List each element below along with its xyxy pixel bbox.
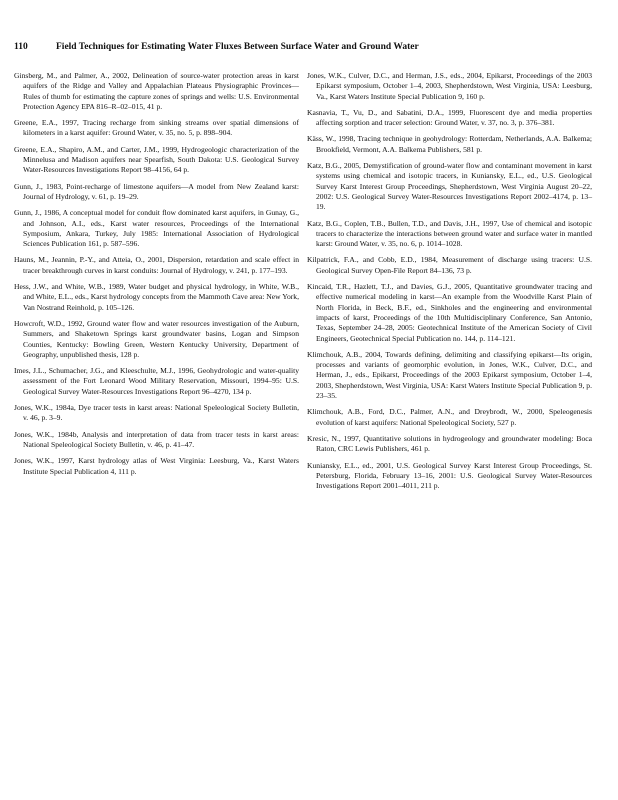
page-number: 110	[14, 42, 28, 52]
reference-entry: Katz, B.G., Coplen, T.B., Bullen, T.D., and Davis, J.H., 1997, Use of chemical and isotopic tracers to characterize the interactions between ground water and surface water in mantled karst: Ground Water, v. 35, no. 6, p. 1014–1028.	[307, 218, 592, 249]
reference-entry: Gunn, J., 1983, Point-recharge of limestone aquifers—A model from New Zealand karst: Journal of Hydrology, v. 61, p. 19–29.	[14, 181, 299, 201]
reference-entry: Gunn, J., 1986, A conceptual model for conduit flow dominated karst aquifers, in Gunay, G., and Johnson, A.I., eds., Karst water resources, Proceedings of the International Symposium, Ankara, Turkey, July 1985: International Association of Hydrological Sciences Publication 161, p. 587–596.	[14, 208, 299, 249]
reference-entry: Klimchouk, A.B., Ford, D.C., Palmer, A.N., and Dreybrodt, W., 2000, Speleogenesis evolution of karst aquifers: National Speleological Society, 527 p.	[307, 407, 592, 427]
reference-entry: Imes, J.L., Schumacher, J.G., and Kleeschulte, M.J., 1996, Geohydrologic and water-quality assessment of the Fort Leonard Wood Military Reservation, Missouri, 1994–95: U.S. Geological Survey Water-Resources Investigations Report 96–4270, 134 p.	[14, 366, 299, 396]
page-header	[14, 42, 604, 52]
reference-entry: Howcroft, W.D., 1992, Ground water flow and water resources investigation of the Auburn, Summers, and Shaketown Springs karst groundwater basins, Logan and Simpson Counties, Kentucky: Bowling Green, Western Kentucky University, Department of Geography, unpublished thesis, 128 p.	[14, 318, 299, 359]
reference-entry: Hauns, M., Jeannin, P.-Y., and Atteia, O., 2001, Dispersion, retardation and scale effect in tracer breakthrough curves in karst conduits: Journal of Hydrology, v. 241, p. 177–193.	[14, 255, 299, 275]
reference-entry: Klimchouk, A.B., 2004, Towards defining, delimiting and classifying epikarst—Its origin, processes and variants of geomorphic evolution, in Jones, W.K., Culver, D.C., and Herman, J., eds., Epikarst, Proceedings of the 2003 Epikarst symposium, October 1–4, 2003, Shepherdstown, West Virginia, USA: Karst Waters Institute Special Publication 9, p. 23–35.	[307, 349, 592, 401]
reference-entry: Jones, W.K., Culver, D.C., and Herman, J.S., eds., 2004, Epikarst, Proceedings of the 2003 Epikarst symposium, October 1–4, 2003, Shepherdstown, West Virginia, USA: Leesburg, Va., Karst Waters Institute Special Publication 9, 160 p.	[307, 71, 592, 101]
reference-entry: Jones, W.K., 1984b, Analysis and interpretation of data from tracer tests in karst areas: National Speleological Society Bulletin, v. 46, p. 41–47.	[14, 429, 299, 449]
reference-entry: Kincaid, T.R., Hazlett, T.J., and Davies, G.J., 2005, Quantitative groundwater tracing and effective numerical modeling in karst—An example from the Woodville Karst Plain of North Florida, in Beck, B.F., ed., Sinkholes and the engineering and environmental impacts of karst, Proceedings of the 10th Multidisciplinary Conference, San Antonio, Texas, September 24–28, 2005: Geotechnical Institute of the American Society of Civil Engineers, Geotechnical Special Publication no. 144, p. 114–121.	[307, 282, 592, 343]
reference-entry: Ginsberg, M., and Palmer, A., 2002, Delineation of source-water protection areas in karst aquifers of the Ridge and Valley and Appalachian Plateaus Physiographic Provinces—Rules of thumb for estimating the capture zones of springs and wells: U.S. Environmental Protection Agency EPA 816–R–02–015, 41 p.	[14, 71, 299, 111]
reference-entry: Greene, E.A., 1997, Tracing recharge from sinking streams over spatial dimensions of kilometers in a karst aquifer: Ground Water, v. 35, no. 5, p. 898–904.	[14, 118, 299, 138]
reference-entry: Kresic, N., 1997, Quantitative solutions in hydrogeology and groundwater modeling: Boca Raton, CRC Lewis Publishers, 461 p.	[307, 433, 592, 454]
running-title: Field Techniques for Estimating Water Fluxes Between Surface Water and Ground Water	[56, 42, 419, 52]
reference-entry: Hess, J.W., and White, W.B., 1989, Water budget and physical hydrology, in White, W.B., and White, E.L., eds., Karst hydrology concepts from the Mammoth Cave area: New York, Van Nostrand Reinhold, p. 105–126.	[14, 282, 299, 312]
reference-entry: Kuniansky, E.L., ed., 2001, U.S. Geological Survey Karst Interest Group Proceedings, St. Petersburg, Florida, February 13–16, 2001: U.S. Geological Survey Water-Resources Investigations Report 2001–4011, 211 p.	[307, 460, 592, 491]
reference-entry: Kilpatrick, F.A., and Cobb, E.D., 1984, Measurement of discharge using tracers: U.S. Geological Survey Open-File Report 84–136, 73 p.	[307, 255, 592, 275]
reference-entry: Jones, W.K., 1997, Karst hydrology atlas of West Virginia: Leesburg, Va., Karst Waters Institute Special Publication 4, 111 p.	[14, 456, 299, 476]
reference-entry: Jones, W.K., 1984a, Dye tracer tests in karst areas: National Speleological Society Bulletin, v. 46, p. 3–9.	[14, 403, 299, 423]
reference-entry: Greene, E.A., Shapiro, A.M., and Carter, J.M., 1999, Hydrogeologic characterization of the Minnelusa and Madison aquifers near Spearfish, South Dakota: U.S. Geological Survey Water-Resources Investigations Report 98–4156, 64 p.	[14, 144, 299, 175]
references-left-column	[14, 71, 299, 483]
references-right-column	[307, 71, 592, 497]
reference-entry: Kasnavia, T., Vu, D., and Sabatini, D.A., 1999, Fluorescent dye and media properties affecting sorption and tracer selection: Ground Water, v. 37, no. 3, p. 376–381.	[307, 107, 592, 128]
reference-entry: Katz, B.G., 2005, Demystification of ground-water flow and contaminant movement in karst systems using chemical and isotopic tracers, in Kuniansky, E.L., ed., U.S. Geological Survey Karst Interest Group Proceedings, Shepherdstown, West Virginia August 20–22, 2002: U.S. Geological Survey Water-Resources Investigations Report 2002–4174, p. 13–19.	[307, 161, 592, 212]
reference-entry: Käss, W., 1998, Tracing technique in geohydrology: Rotterdam, Netherlands, A.A. Balkema; Brookfield, Vermont, A.A. Balkema Publishers, 581 p.	[307, 134, 592, 154]
